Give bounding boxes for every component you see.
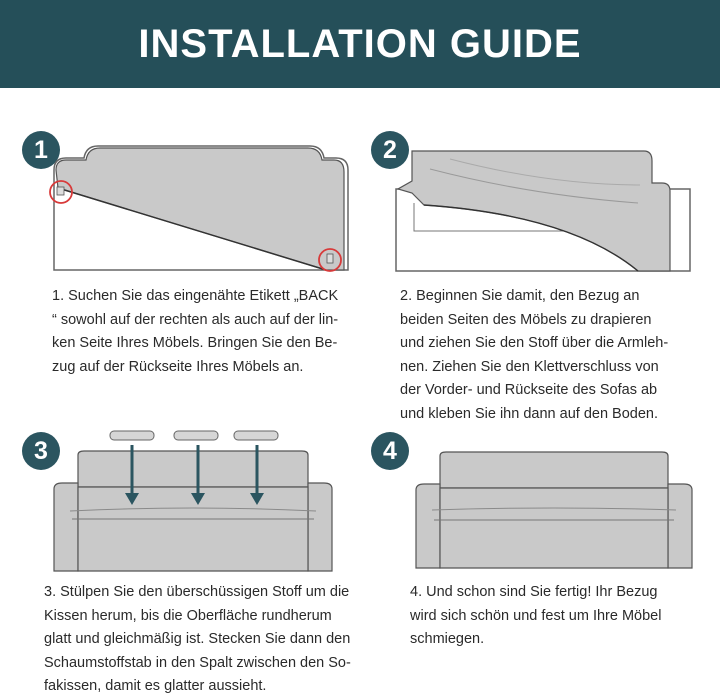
step-2-number-badge: 2 (371, 131, 409, 169)
step-3-instructions: 3. Stülpen Sie den überschüssigen Stoff um die Kissen herum, bis die Oberfläche rundherum glatt und gleichmäßig ist. Stecken Sie dann den Schaumstoffstab in den Spalt zwischen den So- fakissen, damit es glatter aussieht. (44, 584, 351, 694)
step-4-instructions: 4. Und schon sind Sie fertig! Ihr Bezug wird sich schön und fest um Ihre Möbel schmiegen. (410, 584, 662, 647)
foam-rod-icon (234, 431, 278, 440)
foam-rod-icon (174, 431, 218, 440)
step-2-instructions: 2. Beginnen Sie damit, den Bezug an beiden Seiten des Möbels zu drapieren und ziehen Sie den Stoff über die Armleh- nen. Ziehen Sie den Klettverschluss von der Vorder- und Rückseite des Sofas ab und kleben Sie ihn dann auf den Boden. (400, 288, 669, 422)
step-4-number-badge: 4 (371, 432, 409, 470)
step-1-number-badge: 1 (22, 131, 60, 169)
step-3-number-badge: 3 (22, 432, 60, 470)
step-4-sofa-illustration (412, 448, 697, 573)
page-title: INSTALLATION GUIDE (138, 21, 582, 66)
header-banner (0, 0, 720, 88)
step-2-sofa-illustration (390, 145, 700, 275)
foam-rod-icon (110, 431, 154, 440)
step-3-sofa-illustration (50, 425, 335, 575)
step-1-instructions: 1. Suchen Sie das eingenähte Etikett „BACK “ sowohl auf der rechten als auch auf der lin- ken Seite Ihres Möbels. Bringen Sie den Be- zug auf der Rückseite Ihres Möbels an. (52, 288, 339, 375)
step-1-sofa-illustration (44, 130, 354, 280)
